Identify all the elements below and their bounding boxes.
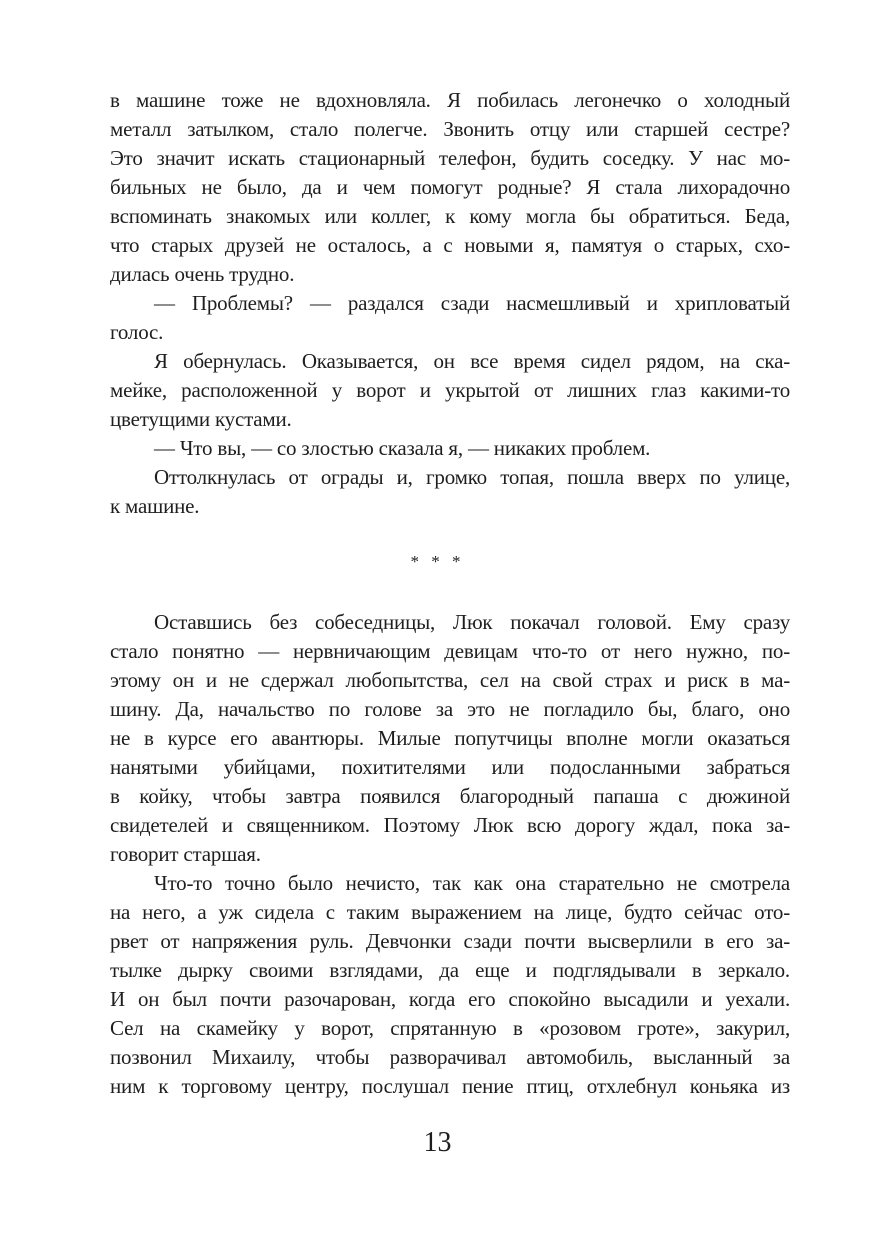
text-line: Что-то точно было нечисто, так как она старательно не смотрела <box>154 871 790 895</box>
text-line: в машине тоже не вдохновляла. Я побилась легонечко о холодный <box>110 88 790 112</box>
paragraph <box>110 608 790 869</box>
paragraph <box>110 289 790 347</box>
text-line: что старых друзей не осталось, а с новыми я, памятуя о старых, схо- <box>110 233 790 257</box>
text-line: этому он и не сдержал любопытства, сел на свой страх и риск в ма- <box>110 668 790 692</box>
text-line: в койку, чтобы завтра появился благородный папаша с дюжиной <box>110 784 790 808</box>
paragraph <box>110 869 790 1101</box>
text-line: нанятыми убийцами, похитителями или подосланными забраться <box>110 755 790 779</box>
text-line: Оставшись без собеседницы, Люк покачал головой. Ему сразу <box>154 610 790 634</box>
paragraph <box>110 463 790 521</box>
text-line: на него, а уж сидела с таким выражением на лице, будто сейчас ото- <box>110 900 790 924</box>
text-section-2 <box>110 608 790 1101</box>
text-line: дилась очень трудно. <box>110 262 295 286</box>
text-line: стало понятно — нервничающим девицам что-то от него нужно, по- <box>110 639 790 663</box>
text-line: Сел на скамейку у ворот, спрятанную в «розовом гроте», закурил, <box>110 1016 790 1040</box>
text-line: рвет от напряжения руль. Девчонки сзади почти высверлили в его за- <box>110 929 790 953</box>
text-line: вспоминать знакомых или коллег, к кому могла бы обратиться. Беда, <box>110 204 790 228</box>
text-line: И он был почти разочарован, когда его спокойно высадили и уехали. <box>110 987 790 1011</box>
text-section-1 <box>110 86 790 521</box>
text-line: цветущими кустами. <box>110 407 292 431</box>
text-line: говорит старшая. <box>110 842 261 866</box>
text-line: к машине. <box>110 494 200 518</box>
section-separator: * * * <box>410 552 465 571</box>
text-line: свидетелей и священником. Поэтому Люк всю дорогу ждал, пока за- <box>110 813 790 837</box>
text-line: Я обернулась. Оказывается, он все время сидел рядом, на ска- <box>154 349 790 373</box>
paragraph <box>110 434 790 463</box>
text-line: ним к торговому центру, послушал пение птиц, отхлебнул коньяка из <box>110 1074 790 1098</box>
text-line: металл затылком, стало полегче. Звонить отцу или старшей сестре? <box>110 117 790 141</box>
text-line: — Проблемы? — раздался сзади насмешливый и хрипловатый <box>154 291 790 315</box>
page-number: 13 <box>423 1127 452 1158</box>
paragraph <box>110 86 790 289</box>
text-line: бильных не было, да и чем помогут родные? Я стала лихорадочно <box>110 175 790 199</box>
text-line: Оттолкнулась от ограды и, громко топая, пошла вверх по улице, <box>154 465 790 489</box>
text-line: позвонил Михаилу, чтобы разворачивал автомобиль, высланный за <box>110 1045 790 1069</box>
text-line: шину. Да, начальство по голове за это не погладило бы, благо, оно <box>110 697 790 721</box>
text-line: голос. <box>110 320 164 344</box>
text-line: Это значит искать стационарный телефон, будить соседку. У нас мо- <box>110 146 790 170</box>
text-line: — Что вы, — со злостью сказала я, — никаких проблем. <box>154 436 651 460</box>
text-line: мейке, расположенной у ворот и укрытой от лишних глаз какими-то <box>110 378 790 402</box>
paragraph <box>110 347 790 434</box>
text-line: тылке дырку своими взглядами, да еще и подглядывали в зеркало. <box>110 958 790 982</box>
text-line: не в курсе его авантюры. Милые попутчицы вполне могли оказаться <box>110 726 790 750</box>
